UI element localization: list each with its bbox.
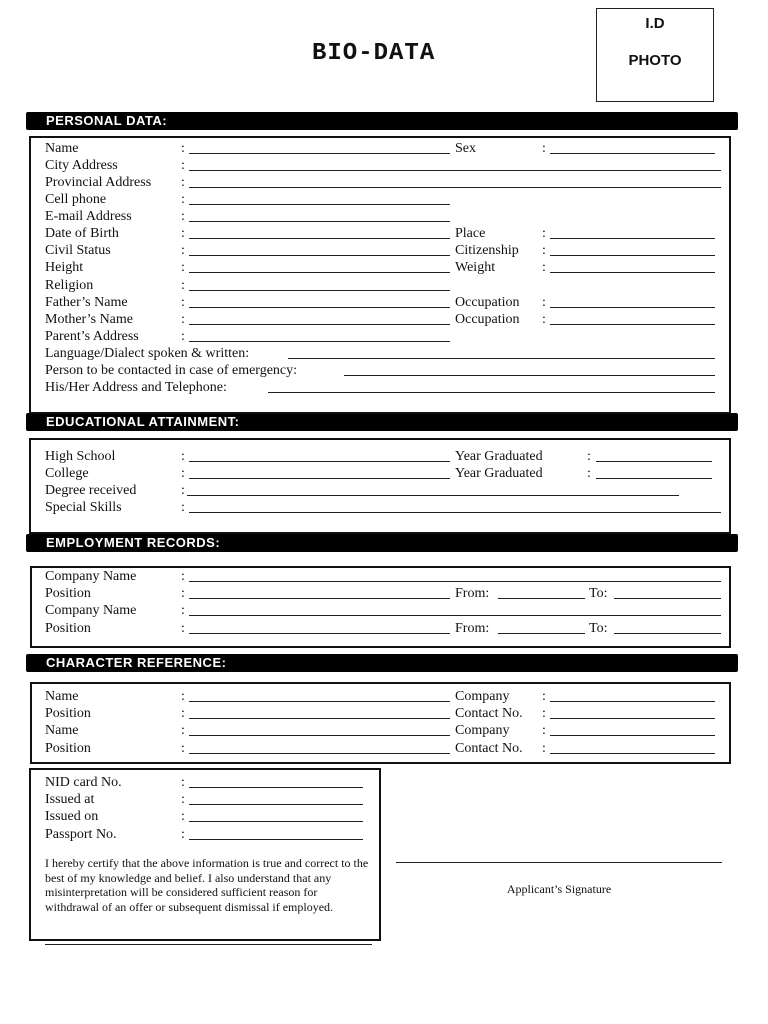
father-name-field[interactable] bbox=[189, 307, 450, 308]
colon: : bbox=[542, 260, 546, 275]
applicant-signature-line[interactable] bbox=[396, 862, 722, 863]
colon: : bbox=[181, 278, 185, 293]
colon: : bbox=[542, 226, 546, 241]
colon: : bbox=[587, 449, 591, 464]
father-name-label: Father’s Name bbox=[45, 295, 128, 310]
city-address-field[interactable] bbox=[189, 170, 721, 171]
colon: : bbox=[181, 209, 185, 224]
colon: : bbox=[542, 312, 546, 327]
passport-field[interactable] bbox=[189, 839, 363, 840]
colon: : bbox=[181, 689, 185, 704]
sex-field[interactable] bbox=[550, 153, 715, 154]
issued-on-label: Issued on bbox=[45, 809, 99, 824]
colon: : bbox=[181, 260, 185, 275]
colon: : bbox=[181, 569, 185, 584]
degree-label: Degree received bbox=[45, 483, 137, 498]
to-1-field[interactable] bbox=[614, 598, 721, 599]
dob-label: Date of Birth bbox=[45, 226, 119, 241]
mother-occupation-field[interactable] bbox=[550, 324, 715, 325]
certification-text: I hereby certify that the above information is true and correct to the best of my knowledge and belief. I also understand that any misinterpretation will be considered sufficient reason for withdrawal of an offer or subsequent dismissal if employed. bbox=[45, 856, 369, 914]
ref-company-2-label: Company bbox=[455, 723, 510, 738]
ref-company-1-field[interactable] bbox=[550, 701, 715, 702]
issued-at-label: Issued at bbox=[45, 792, 95, 807]
high-school-field[interactable] bbox=[189, 461, 450, 462]
issued-at-field[interactable] bbox=[189, 804, 363, 805]
to-2-label: To: bbox=[589, 621, 608, 636]
colon: : bbox=[542, 741, 546, 756]
civil-status-label: Civil Status bbox=[45, 243, 111, 258]
bottom-signature-line[interactable] bbox=[45, 944, 372, 945]
ref-name-1-field[interactable] bbox=[189, 701, 450, 702]
ref-position-1-label: Position bbox=[45, 706, 91, 721]
hs-year-graduated-label: Year Graduated bbox=[455, 449, 543, 464]
from-1-label: From: bbox=[455, 586, 490, 601]
colon: : bbox=[181, 449, 185, 464]
religion-label: Religion bbox=[45, 278, 94, 293]
colon: : bbox=[181, 809, 185, 824]
father-occupation-field[interactable] bbox=[550, 307, 715, 308]
company-name-2-field[interactable] bbox=[189, 615, 721, 616]
colon: : bbox=[181, 158, 185, 173]
colon: : bbox=[181, 226, 185, 241]
company-name-2-label: Company Name bbox=[45, 603, 137, 618]
hs-year-graduated-field[interactable] bbox=[596, 461, 712, 462]
emergency-person-field[interactable] bbox=[344, 375, 715, 376]
language-field[interactable] bbox=[288, 358, 715, 359]
parents-address-field[interactable] bbox=[189, 341, 450, 342]
applicant-signature-label: Applicant’s Signature bbox=[506, 882, 612, 896]
ref-position-1-field[interactable] bbox=[189, 718, 450, 719]
from-1-field[interactable] bbox=[498, 598, 585, 599]
college-field[interactable] bbox=[189, 478, 450, 479]
colon: : bbox=[542, 723, 546, 738]
weight-field[interactable] bbox=[550, 272, 715, 273]
colon: : bbox=[181, 827, 185, 842]
height-field[interactable] bbox=[189, 272, 450, 273]
id-photo-box bbox=[596, 8, 714, 102]
civil-status-field[interactable] bbox=[189, 255, 450, 256]
to-1-label: To: bbox=[589, 586, 608, 601]
mother-occupation-label: Occupation bbox=[455, 312, 520, 327]
reference-box bbox=[30, 682, 731, 764]
nid-field[interactable] bbox=[189, 787, 363, 788]
colon: : bbox=[542, 243, 546, 258]
ref-position-2-label: Position bbox=[45, 741, 91, 756]
ref-name-1-label: Name bbox=[45, 689, 79, 704]
photo-label-id: I.D bbox=[645, 15, 665, 32]
sex-label: Sex bbox=[455, 141, 476, 156]
city-address-label: City Address bbox=[45, 158, 118, 173]
colon: : bbox=[181, 329, 185, 344]
colon: : bbox=[542, 141, 546, 156]
emergency-person-label: Person to be contacted in case of emergency: bbox=[45, 363, 298, 378]
ref-name-2-field[interactable] bbox=[189, 735, 450, 736]
colon: : bbox=[181, 141, 185, 156]
position-1-field[interactable] bbox=[189, 598, 450, 599]
degree-field[interactable] bbox=[187, 495, 679, 496]
emergency-address-field[interactable] bbox=[268, 392, 715, 393]
colon: : bbox=[181, 792, 185, 807]
colon: : bbox=[542, 706, 546, 721]
citizenship-label: Citizenship bbox=[455, 243, 519, 258]
mother-name-label: Mother’s Name bbox=[45, 312, 133, 327]
section-character-reference: CHARACTER REFERENCE: bbox=[26, 654, 738, 672]
colon: : bbox=[181, 295, 185, 310]
email-field[interactable] bbox=[189, 221, 450, 222]
from-2-field[interactable] bbox=[498, 633, 585, 634]
colon: : bbox=[181, 243, 185, 258]
language-label: Language/Dialect spoken & written: bbox=[45, 346, 250, 361]
company-name-1-field[interactable] bbox=[189, 581, 721, 582]
parents-address-label: Parent’s Address bbox=[45, 329, 139, 344]
dob-field[interactable] bbox=[189, 238, 450, 239]
ref-name-2-label: Name bbox=[45, 723, 79, 738]
cell-phone-field[interactable] bbox=[189, 204, 450, 205]
email-label: E-mail Address bbox=[45, 209, 132, 224]
to-2-field[interactable] bbox=[614, 633, 721, 634]
nid-label: NID card No. bbox=[45, 775, 122, 790]
college-year-graduated-label: Year Graduated bbox=[455, 466, 543, 481]
ref-contact-2-label: Contact No. bbox=[455, 741, 523, 756]
position-1-label: Position bbox=[45, 586, 91, 601]
provincial-address-field[interactable] bbox=[189, 187, 721, 188]
colon: : bbox=[181, 312, 185, 327]
religion-field[interactable] bbox=[189, 290, 450, 291]
section-personal-data: PERSONAL DATA: bbox=[26, 112, 738, 130]
section-employment-records: EMPLOYMENT RECORDS: bbox=[26, 534, 738, 552]
position-2-label: Position bbox=[45, 621, 91, 636]
from-2-label: From: bbox=[455, 621, 490, 636]
colon: : bbox=[181, 775, 185, 790]
special-skills-field[interactable] bbox=[189, 512, 721, 513]
name-field[interactable] bbox=[189, 153, 450, 154]
company-name-1-label: Company Name bbox=[45, 569, 137, 584]
ref-contact-1-label: Contact No. bbox=[455, 706, 523, 721]
high-school-label: High School bbox=[45, 449, 116, 464]
colon: : bbox=[181, 483, 185, 498]
colon: : bbox=[181, 175, 185, 190]
colon: : bbox=[181, 586, 185, 601]
ref-company-1-label: Company bbox=[455, 689, 510, 704]
ref-position-2-field[interactable] bbox=[189, 753, 450, 754]
ref-company-2-field[interactable] bbox=[550, 735, 715, 736]
colon: : bbox=[542, 689, 546, 704]
colon: : bbox=[587, 466, 591, 481]
section-educational-attainment: EDUCATIONAL ATTAINMENT: bbox=[26, 413, 738, 431]
passport-label: Passport No. bbox=[45, 827, 117, 842]
colon: : bbox=[181, 603, 185, 618]
colon: : bbox=[181, 500, 185, 515]
colon: : bbox=[542, 295, 546, 310]
colon: : bbox=[181, 466, 185, 481]
colon: : bbox=[181, 723, 185, 738]
cell-phone-label: Cell phone bbox=[45, 192, 107, 207]
mother-name-field[interactable] bbox=[189, 324, 450, 325]
citizenship-field[interactable] bbox=[550, 255, 715, 256]
position-2-field[interactable] bbox=[189, 633, 450, 634]
provincial-address-label: Provincial Address bbox=[45, 175, 152, 190]
place-label: Place bbox=[455, 226, 486, 241]
photo-label-photo: PHOTO bbox=[628, 52, 682, 69]
emergency-address-label: His/Her Address and Telephone: bbox=[45, 380, 227, 395]
place-field[interactable] bbox=[550, 238, 715, 239]
name-label: Name bbox=[45, 141, 79, 156]
father-occupation-label: Occupation bbox=[455, 295, 520, 310]
colon: : bbox=[181, 621, 185, 636]
ref-contact-1-field[interactable] bbox=[550, 718, 715, 719]
colon: : bbox=[181, 706, 185, 721]
weight-label: Weight bbox=[455, 260, 496, 275]
issued-on-field[interactable] bbox=[189, 821, 363, 822]
special-skills-label: Special Skills bbox=[45, 500, 122, 515]
colon: : bbox=[181, 192, 185, 207]
height-label: Height bbox=[45, 260, 84, 275]
ref-contact-2-field[interactable] bbox=[550, 753, 715, 754]
page-title: BIO-DATA bbox=[312, 40, 436, 67]
college-label: College bbox=[45, 466, 89, 481]
college-year-graduated-field[interactable] bbox=[596, 478, 712, 479]
colon: : bbox=[181, 741, 185, 756]
